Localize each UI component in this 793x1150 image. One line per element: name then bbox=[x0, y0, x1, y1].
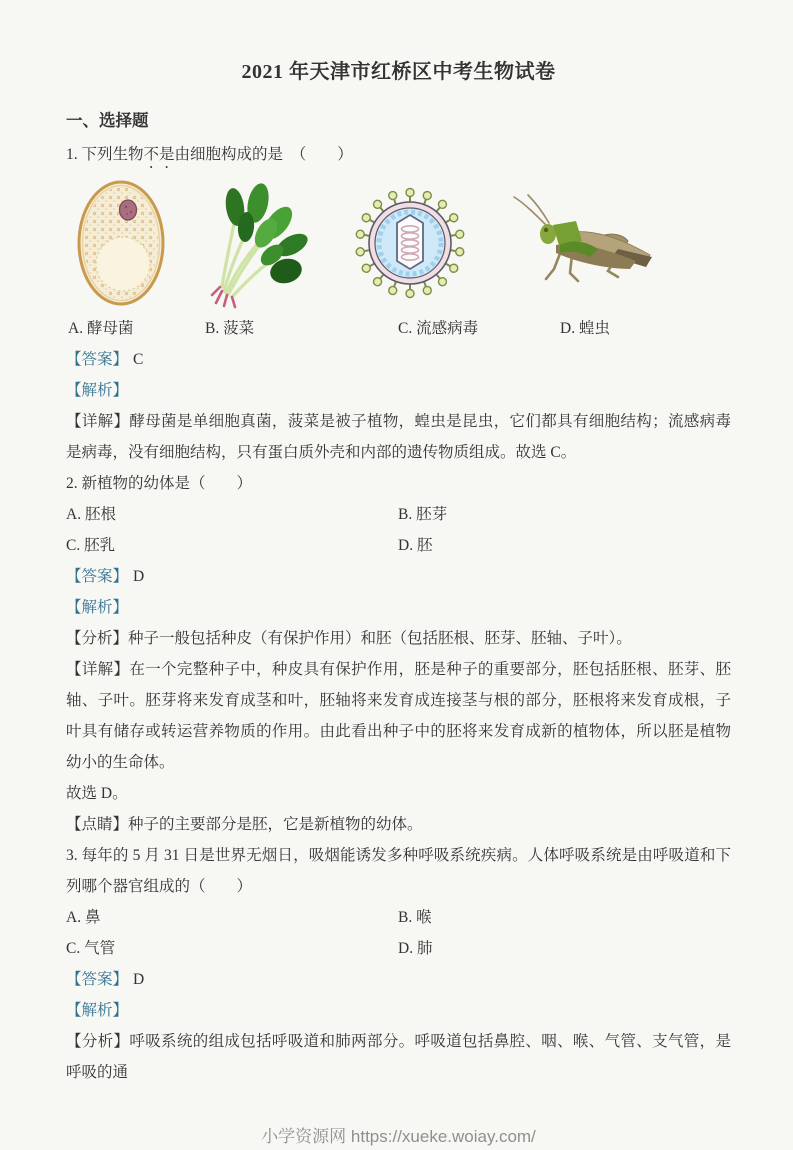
question-1-emphasis: 不是 bbox=[143, 146, 175, 163]
question-1-options bbox=[66, 313, 731, 344]
question-2-tip: 【点睛】种子的主要部分是胚，它是新植物的幼体。 bbox=[66, 816, 423, 833]
spinach-icon bbox=[202, 183, 310, 309]
option-c: C. 胚乳 bbox=[66, 537, 116, 554]
yeast-cell-icon bbox=[76, 179, 166, 307]
question-1-figures bbox=[66, 177, 731, 313]
question-1-answer bbox=[66, 344, 731, 375]
option-b: B. 胚芽 bbox=[398, 506, 448, 523]
option-a: A. 胚根 bbox=[66, 506, 116, 523]
question-2-analysis-label bbox=[66, 592, 731, 623]
answer-value: D bbox=[133, 568, 145, 585]
influenza-virus-icon bbox=[352, 185, 468, 301]
site-watermark: 小学资源网 https://xueke.woiay.com/ bbox=[261, 1127, 536, 1146]
question-3-options-row-2 bbox=[66, 933, 731, 964]
question-1-analysis-label bbox=[66, 375, 731, 406]
analysis-label: 【解析】 bbox=[66, 1002, 129, 1019]
question-3-answer bbox=[66, 964, 731, 995]
question-2-conclusion: 故选 D。 bbox=[66, 785, 128, 802]
answer-value: C bbox=[133, 351, 144, 368]
question-2-options-row-1 bbox=[66, 499, 731, 530]
analysis-label: 【解析】 bbox=[66, 599, 129, 616]
option-d: D. 蝗虫 bbox=[560, 320, 610, 337]
answer-label: 【答案】 bbox=[66, 568, 129, 585]
analysis-label: 【解析】 bbox=[66, 382, 129, 399]
option-b: B. 菠菜 bbox=[205, 320, 255, 337]
question-2-detail: 【详解】在一个完整种子中，种皮具有保护作用，胚是种子的重要部分，胚包括胚根、胚芽、胚轴、子叶。胚芽将来发育成茎和叶，胚轴将来发育成连接茎与根的部分，胚根将来发育成根，子叶具有储存或转运营养物质的作用。由此看出种子中的胚将来发育成新的植物体，所以胚是植物幼小的生命体。 bbox=[66, 661, 731, 771]
question-2-analysis: 【分析】种子一般包括种皮（有保护作用）和胚（包括胚根、胚芽、胚轴、子叶）。 bbox=[66, 630, 632, 647]
influenza-virus-image bbox=[352, 185, 468, 306]
yeast-cell-image bbox=[76, 179, 166, 312]
page-title: 2021 年天津市红桥区中考生物试卷 bbox=[241, 61, 556, 83]
option-d: D. 肺 bbox=[398, 940, 433, 957]
question-2-options-row-2 bbox=[66, 530, 731, 561]
grasshopper-icon bbox=[506, 193, 658, 289]
question-3-analysis: 【分析】呼吸系统的组成包括呼吸道和肺两部分。呼吸道包括鼻腔、咽、喉、气管、支气管，是呼吸的通 bbox=[66, 1033, 731, 1081]
option-a: A. 鼻 bbox=[66, 909, 101, 926]
question-1-pre: 1. 下列生物 bbox=[66, 146, 144, 163]
option-a: A. 酵母菌 bbox=[68, 320, 134, 337]
question-1-post: 由细胞构成的是 （ ） bbox=[174, 146, 353, 163]
option-d: D. 胚 bbox=[398, 537, 433, 554]
option-b: B. 喉 bbox=[398, 909, 432, 926]
question-1-detail: 【详解】酵母菌是单细胞真菌，菠菜是被子植物，蝗虫是昆虫，它们都具有细胞结构；流感病毒是病毒，没有细胞结构，只有蛋白质外壳和内部的遗传物质组成。故选 C。 bbox=[66, 413, 731, 461]
question-3-analysis-label bbox=[66, 995, 731, 1026]
question-2-text: 2. 新植物的幼体是（ ） bbox=[66, 475, 253, 492]
option-c: C. 流感病毒 bbox=[398, 320, 479, 337]
grasshopper-image bbox=[506, 193, 658, 294]
section-heading: 一、选择题 bbox=[66, 111, 149, 130]
answer-label: 【答案】 bbox=[66, 351, 129, 368]
question-3-text: 3. 每年的 5 月 31 日是世界无烟日，吸烟能诱发多种呼吸系统疾病。人体呼吸系统是由呼吸道和下列哪个器官组成的（ ） bbox=[66, 847, 731, 895]
question-3-options-row-1 bbox=[66, 902, 731, 933]
question-1-text bbox=[66, 139, 731, 172]
question-2-answer bbox=[66, 561, 731, 592]
answer-label: 【答案】 bbox=[66, 971, 129, 988]
spinach-image bbox=[202, 183, 310, 314]
answer-value: D bbox=[133, 971, 145, 988]
option-c: C. 气管 bbox=[66, 940, 116, 957]
